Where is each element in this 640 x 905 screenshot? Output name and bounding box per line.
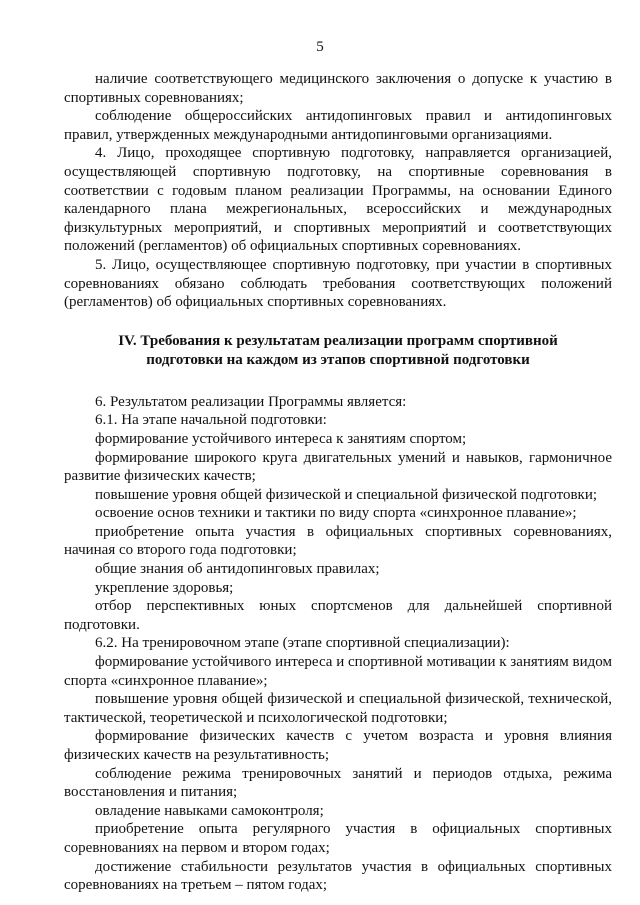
paragraph: 6.1. На этапе начальной подготовки:: [95, 412, 327, 429]
list-item: формирование устойчивого интереса и спортивной мотивации к занятиям видом спорта «синхронное плавание»;: [64, 654, 612, 689]
list-item: формирование широкого круга двигательных умений и навыков, гармоничное развитие физических качеств;: [64, 449, 612, 485]
list-item: достижение стабильности результатов участия в официальных спортивных соревнованиях на третьем – пятом годах;: [64, 858, 612, 894]
section-heading: IV. Требования к результатам реализации программ спортивной подготовки на каждом из этапов спортивной подготовки: [118, 332, 558, 368]
paragraph: 5. Лицо, осуществляющее спортивную подготовку, при участии в спортивных соревнованиях обязано соблюдать требования соответствующих положений (регламентов) об официальных спортивных соревнованиях.: [64, 256, 612, 311]
paragraph: 6.2. На тренировочном этапе (этапе спортивной специализации):: [95, 635, 510, 652]
list-item: освоение основ техники и тактики по виду спорта «синхронное плавание»;: [95, 505, 577, 522]
list-item: соблюдение режима тренировочных занятий и периодов отдыха, режима восстановления и питания;: [64, 765, 612, 801]
list-item: укрепление здоровья;: [95, 579, 234, 596]
paragraph: 6. Результатом реализации Программы является:: [95, 393, 407, 410]
list-item: общие знания об антидопинговых правилах;: [95, 561, 380, 578]
paragraph: соблюдение общероссийских антидопинговых правил и антидопинговых правил, утвержденных международными антидопинговыми организациями.: [64, 108, 612, 143]
list-item: овладение навыками самоконтроля;: [95, 802, 324, 819]
list-item: повышение уровня общей физической и специальной физической подготовки;: [95, 486, 598, 503]
list-item: повышение уровня общей физической и специальной физической, технической, тактической, теоретической и психологической подготовки;: [64, 691, 612, 726]
document-body: [64, 70, 612, 895]
list-item: отбор перспективных юных спортсменов для дальнейшей спортивной подготовки.: [64, 598, 612, 633]
list-item: приобретение опыта регулярного участия в официальных спортивных соревнованиях на первом и втором годах;: [64, 821, 612, 856]
paragraph: наличие соответствующего медицинского заключения о допуске к участию в спортивных соревнованиях;: [64, 71, 612, 106]
paragraph: 4. Лицо, проходящее спортивную подготовку, направляется организацией, осуществляющей спортивную подготовку, на спортивные соревнования в соответствии с годовым планом реализации Программы, на основании Единого календарного плана межрегиональных, всероссийских и международных физкультурных мероприятий, и спортивных мероприятий и соответствующих положений (регламентов) об официальных спортивных соревнованиях.: [64, 145, 612, 255]
list-item: формирование устойчивого интереса к занятиям спортом;: [95, 430, 467, 447]
page-number: 5: [316, 39, 324, 55]
list-item: приобретение опыта участия в официальных спортивных соревнованиях, начиная со второго года подготовки;: [64, 523, 612, 559]
list-item: формирование физических качеств с учетом возраста и уровня влияния физических качеств на результативность;: [64, 728, 612, 763]
